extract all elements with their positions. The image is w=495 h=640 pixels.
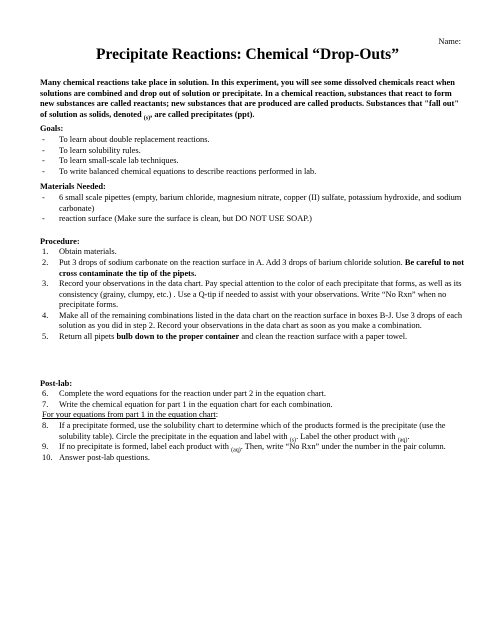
name-label: Name: (438, 36, 461, 46)
procedure-step: 1. Obtain materials. (42, 247, 117, 257)
procedure-heading: Procedure: (40, 236, 80, 246)
goal-item: - To write balanced chemical equations to describe reactions performed in lab. (42, 166, 317, 176)
subscript-s: (s) (289, 437, 297, 444)
step-text-end: . Then, write “No Rxn” under the number in the pair column. (240, 442, 446, 452)
step-text: Put 3 drops of sodium carbonate on the reaction surface in A. Add 3 drops of barium chloride solution. (59, 257, 405, 267)
subscript-aq: (aq) (231, 447, 241, 454)
step-text: Write the chemical equation for part 1 in the equation chart for each combination. (59, 399, 333, 409)
intro-text-end: , are called precipitates (ppt). (150, 109, 255, 119)
procedure-step: 5. Return all pipets bulb down to the proper container and clean the reaction surface with a paper towel. (42, 332, 408, 342)
step-text-mid: . Label the other product with (296, 431, 398, 441)
step-text: Answer post-lab questions. (59, 452, 150, 462)
step-text: Obtain materials. (59, 247, 117, 257)
step-text: Return all pipets (59, 332, 117, 342)
postlab-heading: Post-lab: (40, 378, 73, 388)
goal-text: To learn about double replacement reactions. (59, 134, 210, 144)
intro-subscript: (s) (143, 115, 151, 122)
intro-paragraph (40, 78, 465, 120)
page-title: Precipitate Reactions: Chemical “Drop-Outs” (96, 46, 399, 63)
step-warning: Be careful to not cross contaminate the tip of the pipets. (59, 257, 465, 278)
step-text-end: . (407, 431, 410, 441)
goal-item: - To learn about double replacement reactions. (42, 134, 210, 144)
goal-item: - To learn solubility rules. (42, 145, 141, 155)
goal-item: - To learn small-scale lab techniques. (42, 156, 179, 166)
postlab-step: 7. Write the chemical equation for part 1 in the equation chart for each combination. (42, 399, 333, 409)
postlab-step: 8. If a precipitate formed, use the solubility chart to determine which of the products formed is the precipitate (use the solubility table). Circle the precipitate in the equation and label with $_{(s)}$. Label the other product with $_{(aq)}$. (42, 421, 446, 444)
subscript-aq: (aq) (397, 437, 408, 444)
procedure-step: 2. Put 3 drops of sodium carbonate on the reaction surface in A. Add 3 drops of barium chloride solution. Be careful to not cross contaminate the tip of the pipets. (42, 257, 465, 278)
materials-list (40, 193, 465, 225)
procedure-list (40, 247, 465, 342)
step-text: Record your observations in the data chart. Pay special attention to the color of each precipitate that forms, as well as its consistency (grainy, clumpy, etc.) . Use a Q-tip if needed to assist with your observations. Write “No Rxn” when no precipitate forms. (59, 279, 462, 310)
material-item: - 6 small scale pipettes (empty, barium chloride, magnesium nitrate, copper (II) sulfate, potassium hydroxide, and sodium carbonate) (42, 192, 462, 213)
material-item: - reaction surface (Make sure the surface is clean, but DO NOT USE SOAP.) (42, 214, 312, 224)
procedure-step: 3. Record your observations in the data chart. Pay special attention to the color of each precipitate that forms, as well as its consistency (grainy, clumpy, etc.) . Use a Q-tip if needed to assist with your observations. Write “No Rxn” when no precipitate forms. (42, 279, 462, 310)
goal-text: To learn small-scale lab techniques. (59, 156, 179, 166)
postlab-step: 6. Complete the word equations for the reaction under part 2 in the equation chart. (42, 389, 326, 399)
postlab-list-continued (40, 421, 465, 463)
postlab-step: 9. If no precipitate is formed, label each product with $_{(aq)}$. Then, write “No Rxn” under the number in the pair column. (42, 442, 446, 454)
equations-note-text: For your equations from part 1 in the equation chart (42, 410, 216, 420)
step-text: Make all of the remaining combinations listed in the data chart on the reaction surface in boxes B-J. Use 3 drops of each solution as you did in step 2. Record your observations in the data chart as soon as you make a combination. (59, 310, 463, 331)
goals-heading: Goals: (40, 124, 64, 134)
postlab-step: 10. Answer post-lab questions. (42, 452, 150, 462)
postlab-list (40, 389, 465, 410)
goal-text: To learn solubility rules. (59, 145, 141, 155)
equations-note-colon: : (215, 410, 219, 420)
goals-list (40, 135, 465, 177)
intro-text: Many chemical reactions take place in solution. In this experiment, you will see some dissolved chemicals react when solutions are combined and drop out of solution or precipitate. In a chemical reaction, substances that react to form new substances are called reactants; new substances that are produced are called products. Substances that "fall out" of solution as solids, denoted (40, 78, 459, 119)
material-text: 6 small scale pipettes (empty, barium chloride, magnesium nitrate, copper (II) sulfate, potassium hydroxide, and sodium carbonate) (59, 192, 462, 213)
material-text: reaction surface (Make sure the surface is clean, but DO NOT USE SOAP.) (59, 214, 312, 224)
worksheet-body (40, 78, 465, 463)
materials-heading: Materials Needed: (40, 182, 106, 192)
step-emphasis: bulb down to the proper container (116, 332, 240, 342)
procedure-step: 4. Make all of the remaining combinations listed in the data chart on the reaction surface in boxes B-J. Use 3 drops of each solution as you did in step 2. Record your observations in the data chart as soon as you make a combination. (42, 310, 463, 331)
goal-text: To write balanced chemical equations to describe reactions performed in lab. (59, 166, 317, 176)
step-text-end: and clean the reaction surface with a paper towel. (239, 332, 408, 342)
equations-note (40, 410, 465, 421)
step-text: If a precipitate formed, use the solubility chart to determine which of the products formed is the precipitate (use the solubility table). Circle the precipitate in the equation and label with (59, 421, 446, 441)
step-text: If no precipitate is formed, label each product with (59, 442, 232, 452)
step-text: Complete the word equations for the reaction under part 2 in the equation chart. (59, 389, 326, 399)
